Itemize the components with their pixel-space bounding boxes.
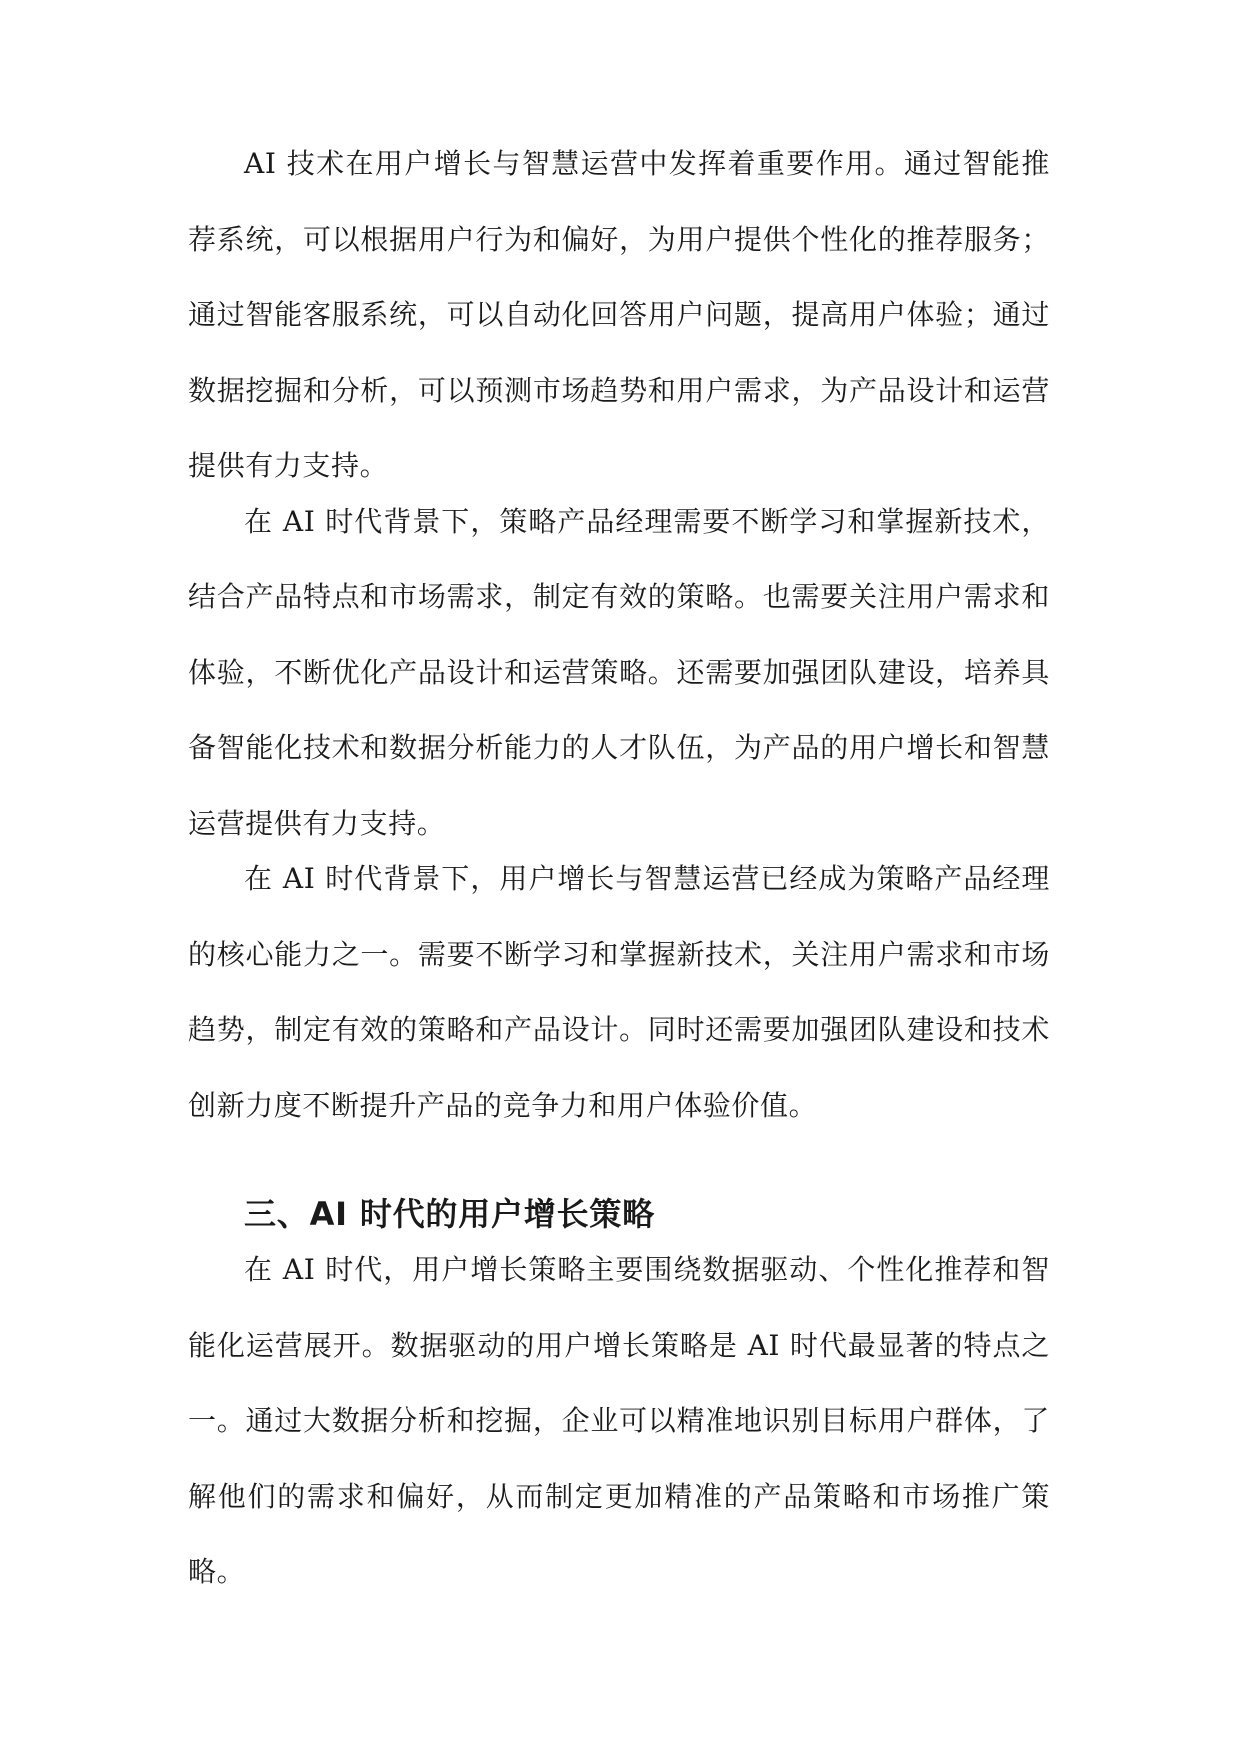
paragraph-growth-strategy: 在 AI 时代，用户增长策略主要围绕数据驱动、个性化推荐和智能化运营展开。数据驱动的用户增长策略是 AI 时代最显著的特点之一。通过大数据分析和挖掘，企业可以精准地识别目标用户群体，了解他们的需求和偏好，从而制定更加精准的产品策略和市场推广策略。 (188, 1253, 1050, 1588)
document-body (188, 146, 1050, 1610)
section-heading: 三、AI 时代的用户增长策略 (244, 1195, 656, 1233)
paragraph-ai-role: AI 技术在用户增长与智慧运营中发挥着重要作用。通过智能推荐系统，可以根据用户行为和偏好，为用户提供个性化的推荐服务；通过智能客服系统，可以自动化回答用户问题，提高用户体验；通过数据挖掘和分析，可以预测市场趋势和用户需求，为产品设计和运营提供有力支持。 (188, 147, 1050, 482)
paragraph-product-manager: 在 AI 时代背景下，策略产品经理需要不断学习和掌握新技术，结合产品特点和市场需求，制定有效的策略。也需要关注用户需求和体验，不断优化产品设计和运营策略。还需要加强团队建设，培养具备智能化技术和数据分析能力的人才队伍，为产品的用户增长和智慧运营提供有力支持。 (188, 504, 1050, 840)
paragraph-core-ability: 在 AI 时代背景下，用户增长与智慧运营已经成为策略产品经理的核心能力之一。需要不断学习和掌握新技术，关注用户需求和市场趋势，制定有效的策略和产品设计。同时还需要加强团队建设和技术创新力度不断提升产品的竞争力和用户体验价值。 (188, 862, 1050, 1122)
